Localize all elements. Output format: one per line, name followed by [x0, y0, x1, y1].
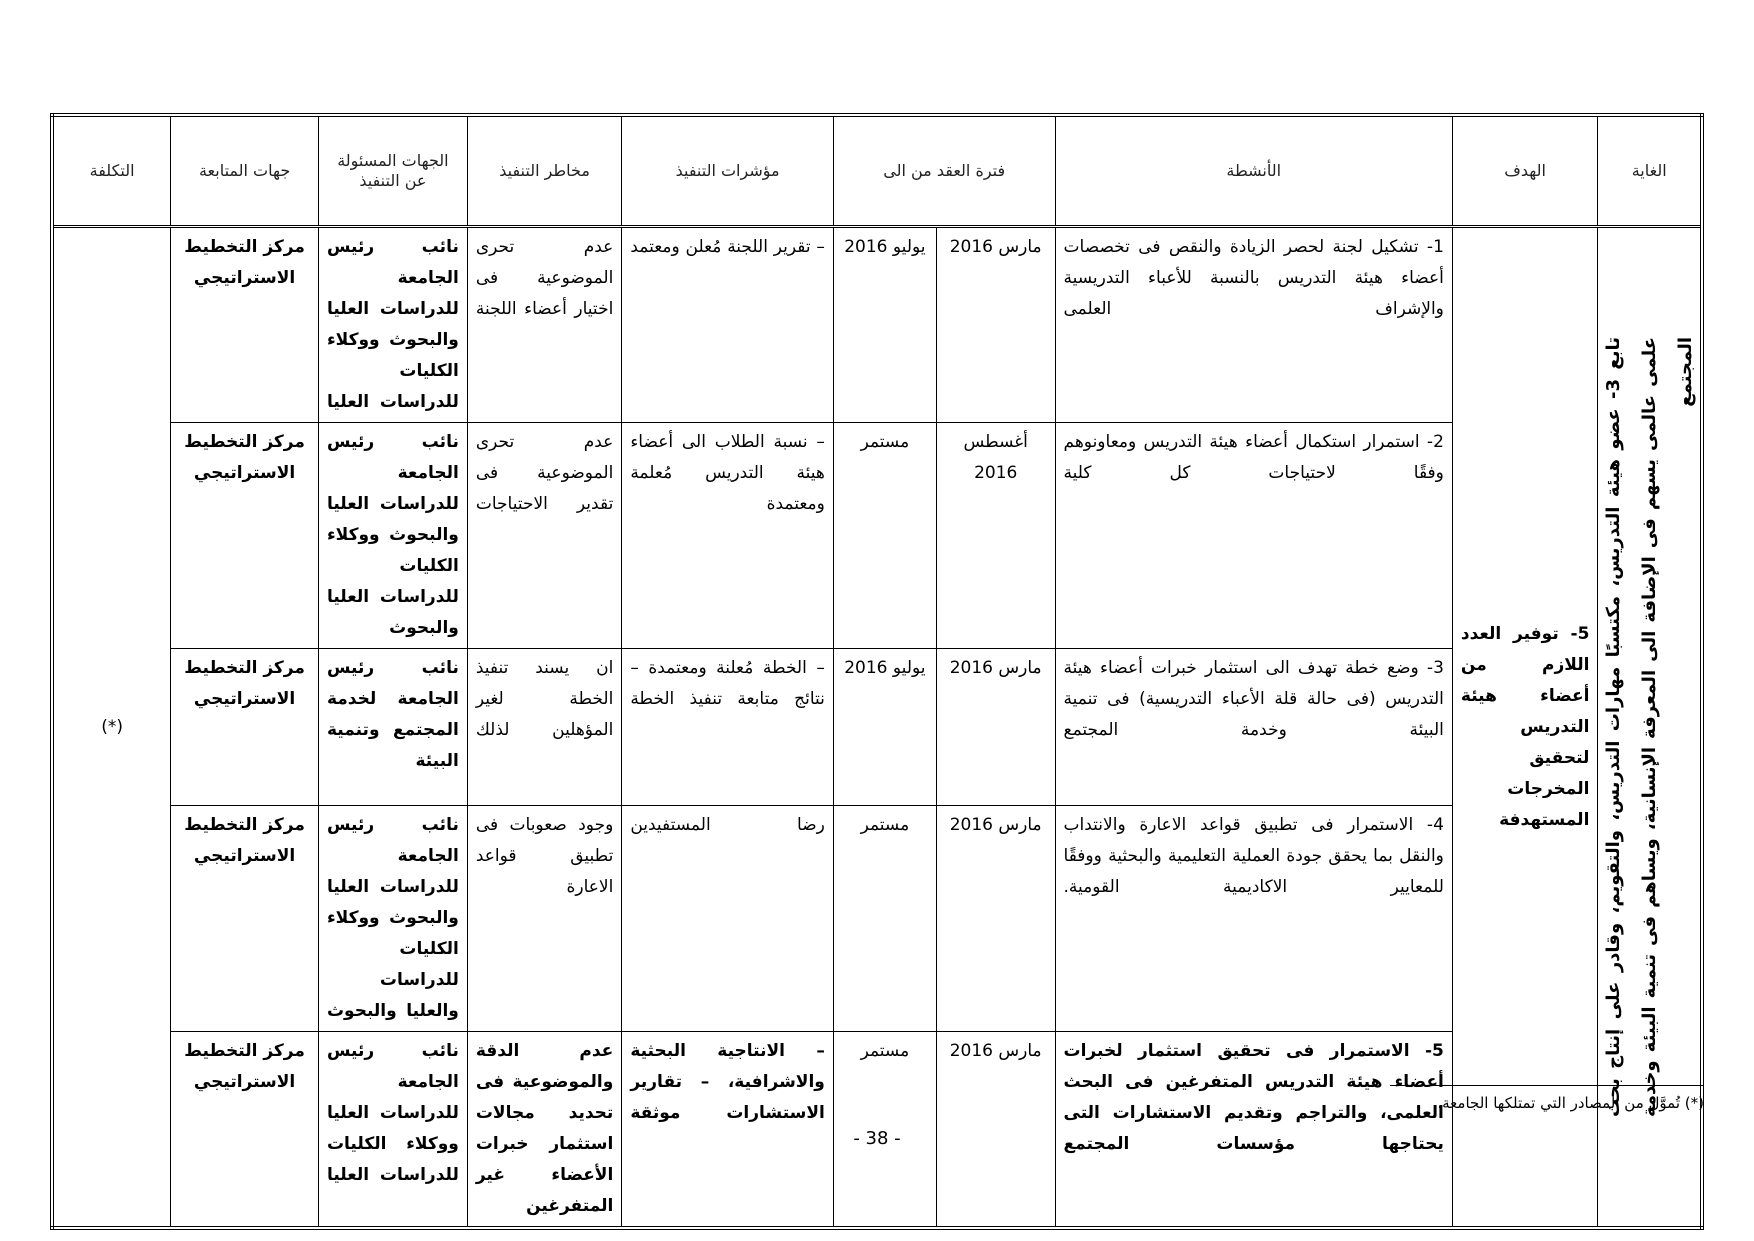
period-from-cell: مارس 2016 [936, 649, 1055, 806]
header-responsible: الجهات المسئولة عن التنفيذ [318, 115, 467, 227]
header-risks: مخاطر التنفيذ [467, 115, 621, 227]
indicators-cell: رضا المستفيدين [622, 806, 834, 1032]
header-activities: الأنشطة [1055, 115, 1452, 227]
risks-cell: وجود صعوبات فى تطبيق قواعد الاعارة [467, 806, 621, 1032]
period-to-cell: مستمر [833, 806, 936, 1032]
activity-cell: 5- الاستمرار فى تحقيق استثمار لخبرات أعضاء هيئة التدريس المتفرغين فى البحث العلمى، والتراجم وتقديم الاستشارات التى يحتاجها مؤسسات المجتمع [1055, 1032, 1452, 1229]
risks-cell: عدم الدقة والموضوعية فى تحديد مجالات استثمار خبرات الأعضاء غير المتفرغين [467, 1032, 621, 1229]
responsible-cell: نائب رئيس الجامعة لخدمة المجتمع وتنمية البيئة [318, 649, 467, 806]
activity-cell: 1- تشكيل لجنة لحصر الزيادة والنقص فى تخصصات أعضاء هيئة التدريس بالنسبة للأعباء التدريسية والإشراف العلمى [1055, 227, 1452, 423]
follow-up-cell: مركز التخطيط الاستراتيجي [171, 649, 319, 806]
activity-cell: 2- استمرار استكمال أعضاء هيئة التدريس ومعاونوهم وفقًا لاحتياجات كل كلية [1055, 423, 1452, 649]
period-from-cell: مارس 2016 [936, 227, 1055, 423]
period-to-cell: يوليو 2016 [833, 227, 936, 423]
period-from-cell: مارس 2016 [936, 1032, 1055, 1229]
follow-up-cell: مركز التخطيط الاستراتيجي [171, 227, 319, 423]
indicators-cell: – الخطة مُعلنة ومعتمدة – نتائج متابعة تنفيذ الخطة [622, 649, 834, 806]
follow-up-cell: مركز التخطيط الاستراتيجي [171, 423, 319, 649]
plan-table [50, 113, 1704, 1230]
table-row [52, 227, 1702, 423]
header-goal: الغاية [1598, 115, 1702, 227]
page-number: - 38 - [853, 1128, 901, 1149]
risks-cell: عدم تحرى الموضوعية فى اختيار أعضاء اللجنة [467, 227, 621, 423]
responsible-cell: نائب رئيس الجامعة للدراسات العليا والبحوث ووكلاء الكليات للدراسات والعليا والبحوث [318, 806, 467, 1032]
objective-cell: 5- توفير العدد اللازم من أعضاء هيئة التدريس لتحقيق المخرجات المستهدفة [1452, 227, 1598, 1229]
follow-up-cell: مركز التخطيط الاستراتيجي [171, 806, 319, 1032]
goal-text: تابع 3- عضو هيئة التدريس، مكتسبًا مهارات التدريس، والتقويم، وقادر على إنتاج بحث علمى عالمى يسهم فى الإضافة الى المعرفة الإنسانية، ويساهم فى تنمية البيئة وخدمة المجتمع [1603, 336, 1697, 1117]
header-objective: الهدف [1452, 115, 1598, 227]
risks-cell: عدم تحرى الموضوعية فى تقدير الاحتياجات [467, 423, 621, 649]
responsible-cell: نائب رئيس الجامعة للدراسات العليا والبحوث ووكلاء الكليات للدراسات العليا [318, 227, 467, 423]
responsible-cell: نائب رئيس الجامعة للدراسات العليا ووكلاء الكليات للدراسات العليا [318, 1032, 467, 1229]
footnote: (*) تُموَّل من المصادر التي تمتلكها الجامعة. [1437, 1094, 1704, 1112]
responsible-cell: نائب رئيس الجامعة للدراسات العليا والبحوث ووكلاء الكليات للدراسات العليا والبحوث [318, 423, 467, 649]
period-to-cell: مستمر [833, 423, 936, 649]
period-from-cell: مارس 2016 [936, 806, 1055, 1032]
cost-cell: (*) [52, 227, 171, 1229]
risks-cell: ان يسند تنفيذ الخطة لغير المؤهلين لذلك [467, 649, 621, 806]
period-from-cell: أغسطس 2016 [936, 423, 1055, 649]
header-cost: التكلفة [52, 115, 171, 227]
goal-cell [1598, 227, 1702, 1229]
indicators-cell: – نسبة الطلاب الى أعضاء هيئة التدريس مُعلمة ومعتمدة [622, 423, 834, 649]
period-to-cell: مستمر [833, 1032, 936, 1229]
footnote-divider [1390, 1085, 1704, 1086]
header-follow-up: جهات المتابعة [171, 115, 319, 227]
period-to-cell: يوليو 2016 [833, 649, 936, 806]
header-period: فترة العقد من الى [833, 115, 1055, 227]
header-row [52, 115, 1702, 227]
activity-cell: 3- وضع خطة تهدف الى استثمار خبرات أعضاء هيئة التدريس (فى حالة قلة الأعباء التدريسية) فى تنمية البيئة وخدمة المجتمع [1055, 649, 1452, 806]
activity-cell: 4- الاستمرار فى تطبيق قواعد الاعارة والانتداب والنقل بما يحقق جودة العملية التعليمية والبحثية ووفقًا للمعايير الاكاديمية القومية. [1055, 806, 1452, 1032]
follow-up-cell: مركز التخطيط الاستراتيجي [171, 1032, 319, 1229]
indicators-cell: – تقرير اللجنة مُعلن ومعتمد [622, 227, 834, 423]
indicators-cell: – الانتاجية البحثية والاشرافية، – تقارير الاستشارات موثقة [622, 1032, 834, 1229]
header-indicators: مؤشرات التنفيذ [622, 115, 834, 227]
